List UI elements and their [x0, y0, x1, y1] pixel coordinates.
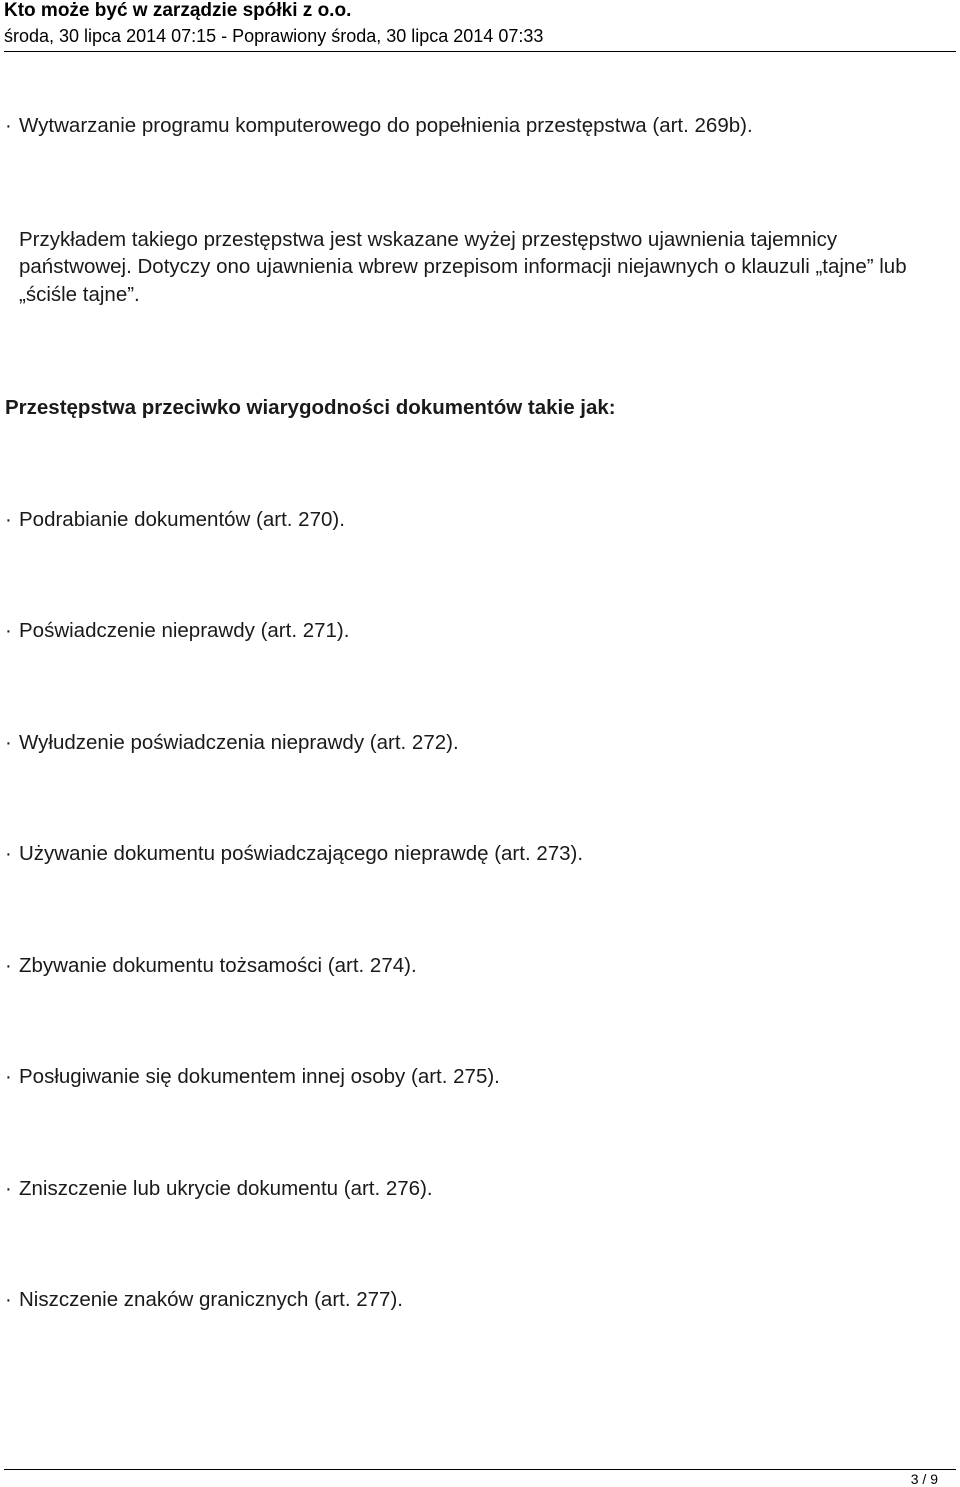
list-item [5, 952, 945, 980]
list-item [5, 617, 945, 645]
list-item-text: Wytwarzanie programu komputerowego do popełnienia przestępstwa (art. 269b). [19, 114, 753, 137]
list-item [5, 1175, 945, 1203]
list-item-text: Podrabianie dokumentów (art. 270). [19, 507, 345, 531]
list-item [5, 840, 945, 868]
list-item-text: Wyłudzenie poświadczenia nieprawdy (art. 272). [19, 730, 459, 754]
page-header [4, 0, 956, 47]
list-item [5, 506, 945, 534]
page-number: 3 / 9 [910, 1471, 938, 1487]
list-item-text: Zniszczenie lub ukrycie dokumentu (art. 276). [19, 1176, 433, 1200]
list-item [5, 112, 945, 140]
bullet-icon: · [5, 619, 12, 642]
list-item-text: Niszczenie znaków granicznych (art. 277). [19, 1288, 403, 1311]
bullet-icon: · [5, 507, 12, 531]
bullet-icon: · [5, 1176, 12, 1200]
list-item [5, 1063, 945, 1091]
list-item-text: Zbywanie dokumentu tożsamości (art. 274). [19, 953, 417, 977]
article-title: Kto może być w zarządzie spółki z o.o. [4, 0, 352, 21]
section-heading: Przestępstwa przeciwko wiarygodności dokumentów takie jak: [5, 396, 616, 419]
article-body [5, 112, 945, 1314]
paragraph: Przykładem takiego przestępstwa jest wskazane wyżej przestępstwo ujawnienia tajemnicy państwowej. Dotyczy ono ujawnienia wbrew przepisom informacji niejawnych o klauzuli „tajne” lub „ściśle tajne”. [19, 227, 907, 306]
header-divider [4, 51, 956, 52]
list-item [5, 1286, 945, 1314]
list-item [5, 729, 945, 757]
bullet-icon: · [5, 1288, 12, 1311]
list-item-text: Poświadczenie nieprawdy (art. 271). [19, 619, 350, 642]
footer-divider [4, 1469, 956, 1470]
bullet-icon: · [5, 953, 12, 977]
bullet-icon: · [5, 842, 12, 865]
list-item-text: Używanie dokumentu poświadczającego nieprawdę (art. 273). [19, 842, 584, 865]
bullet-icon: · [5, 114, 12, 137]
article-date: środa, 30 lipca 2014 07:15 - Poprawiony środa, 30 lipca 2014 07:33 [4, 26, 544, 46]
bullet-icon: · [5, 730, 12, 754]
list-item-text: Posługiwanie się dokumentem innej osoby (art. 275). [19, 1065, 500, 1088]
bullet-icon: · [5, 1065, 12, 1088]
